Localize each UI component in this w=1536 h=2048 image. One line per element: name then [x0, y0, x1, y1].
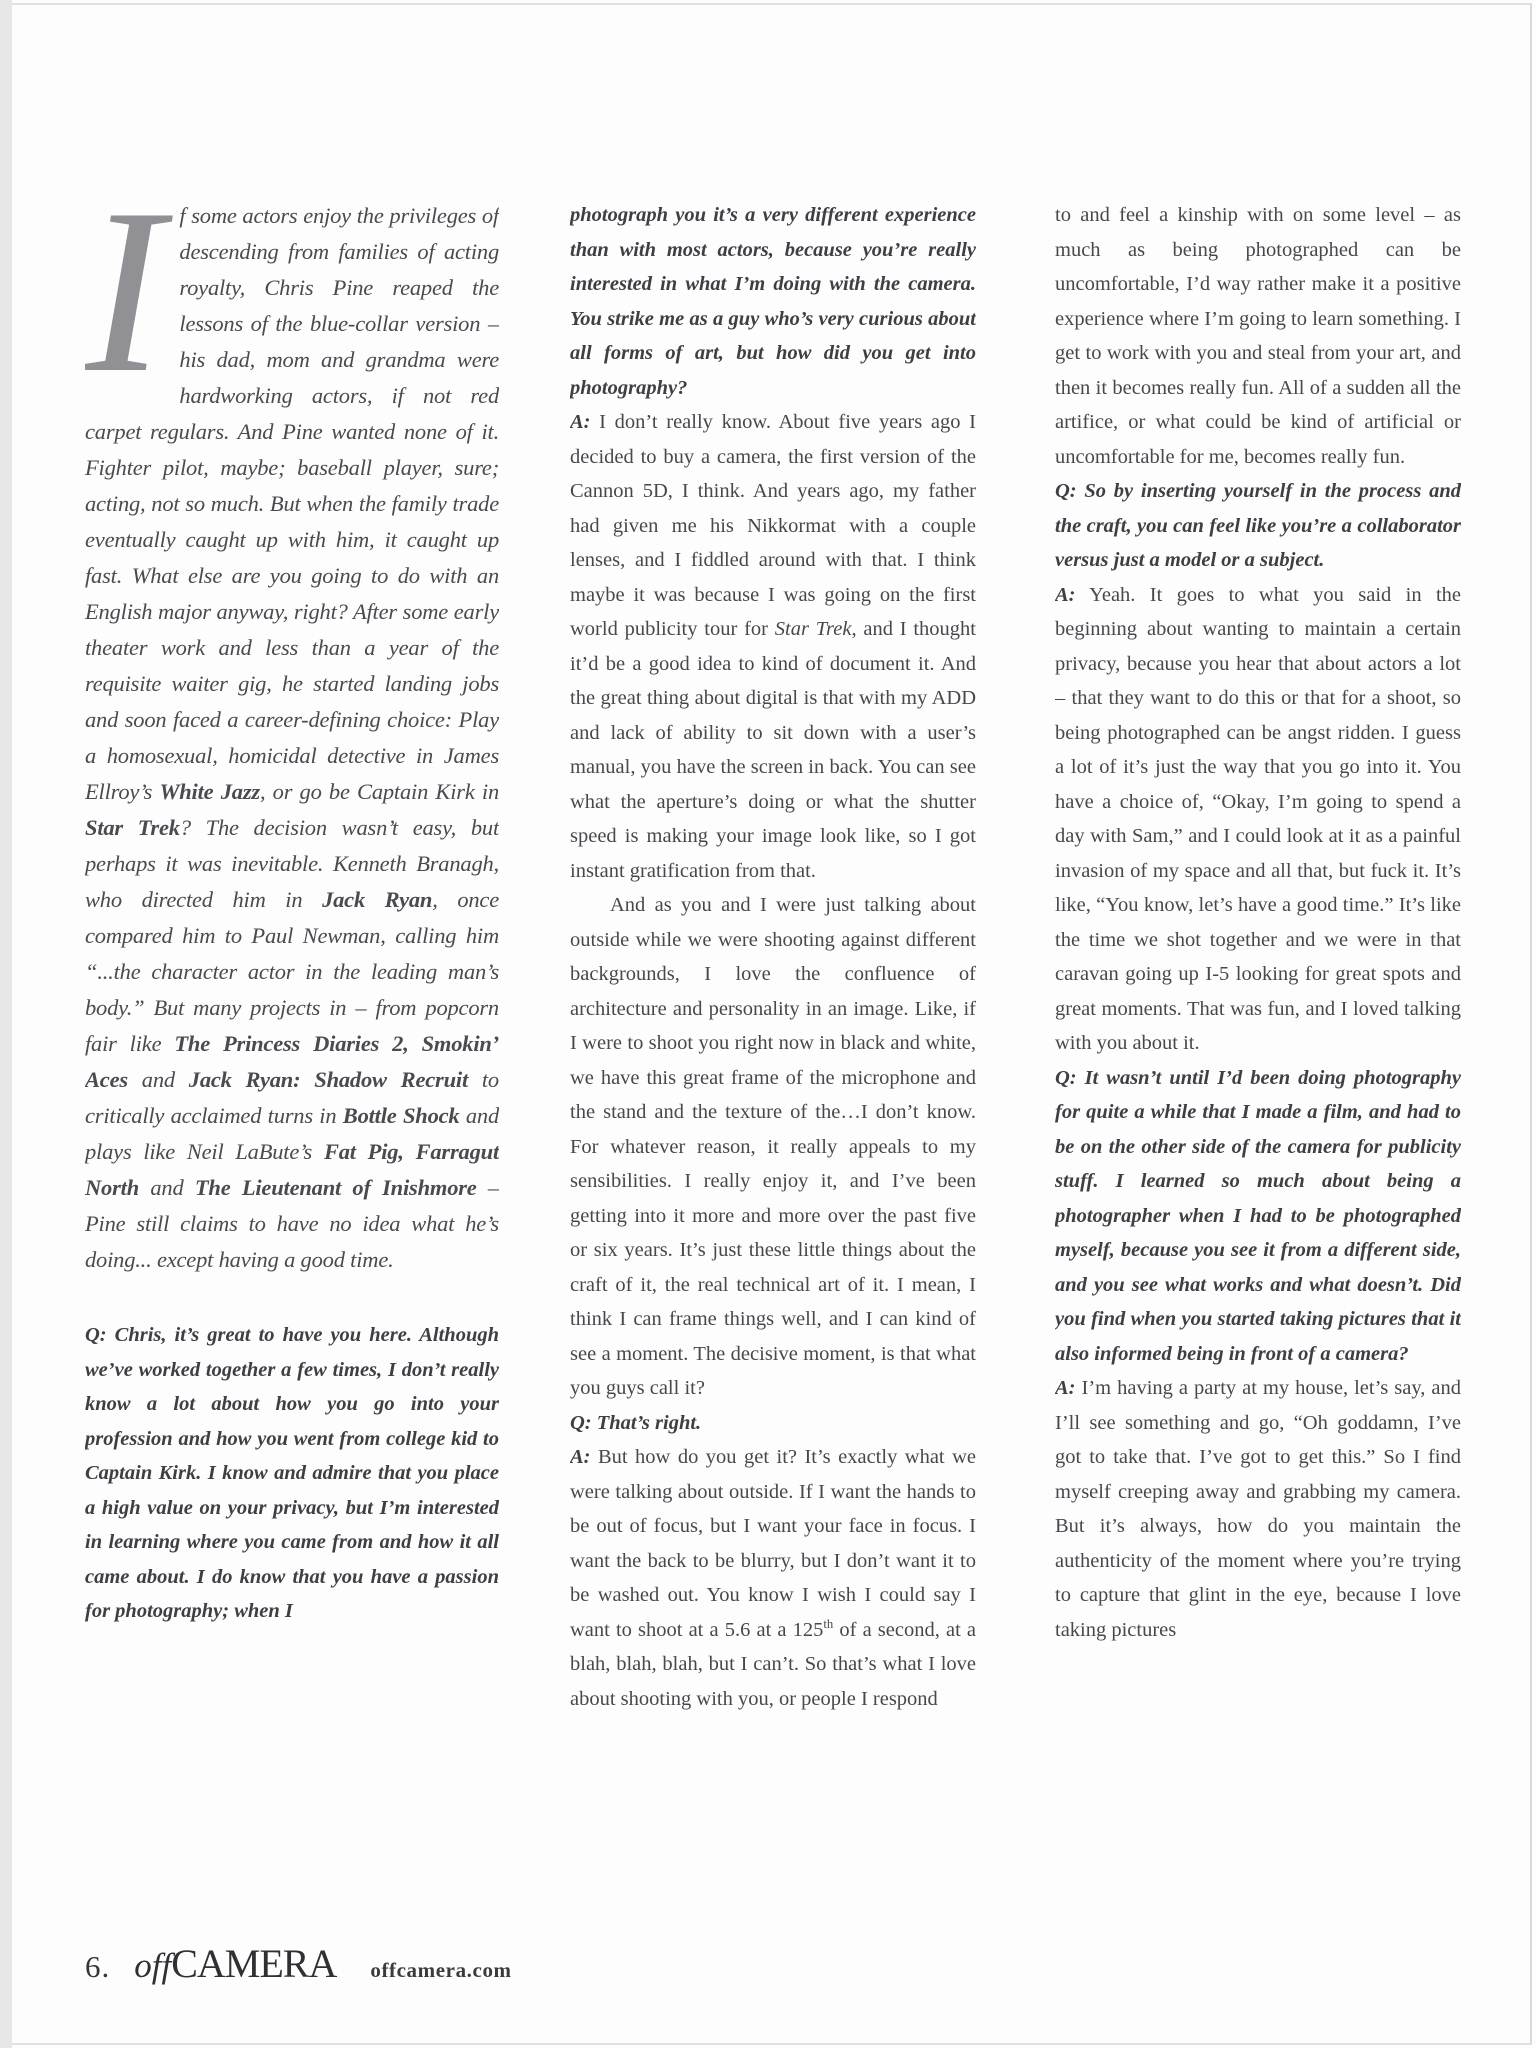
answer-paragraph: [1055, 578, 1461, 1061]
text-segment: A:: [570, 411, 591, 433]
text-segment: Q: That’s right.: [570, 1411, 702, 1434]
text-segment: Bottle Shock: [342, 1103, 460, 1128]
text-segment: Star Trek: [85, 815, 180, 840]
text-segment: I’m having a party at my house, let’s say, and I’ll see something and go, “Oh goddamn, I’ve got to take that. I’ve got to get this.” So I find myself creeping away and grabbing my camera. But it’s always, how do you maintain the authenticity of the moment where you’re trying to capture that glint in the eye, because I love taking pictures: [1055, 1377, 1461, 1641]
question-paragraph: [570, 198, 976, 405]
text-segment: White Jazz: [159, 779, 260, 804]
answer-paragraph: [570, 405, 976, 888]
website-url: offcamera.com: [370, 1958, 512, 1982]
text-segment: The Princess Diaries 2, Smokin’ Aces: [85, 1031, 499, 1092]
text-segment: – Pine still claims to have no idea what he’s doing... except having a good time.: [85, 1175, 499, 1272]
magazine-logo: [134, 1940, 336, 1987]
page-border-bottom: [12, 2043, 1532, 2045]
text-segment: Q: So by inserting yourself in the process and the craft, you can feel like you’re a collaborator versus just a model or a subject.: [1055, 480, 1461, 571]
text-segment: and: [127, 1067, 189, 1092]
question-paragraph: [570, 1406, 976, 1441]
answer-paragraph: [1055, 1371, 1461, 1647]
footer: [85, 1940, 512, 1987]
answer-paragraph: [570, 888, 976, 1406]
text-segment: I don’t really know. About five years ago I decided to buy a camera, the first version of the Cannon 5D, I think. And years ago, my father had given me his Nikkormat with a couple lenses, and I fiddled around with that. I think maybe it was because I was going on the first world publicity tour for: [570, 411, 976, 640]
text-segment: Jack Ryan: Shadow Recruit: [188, 1067, 469, 1092]
text-segment: But how do you get it? It’s exactly what we were talking about outside. If I want the hands to be out of focus, but I want your face in focus. I want the back to be blurry, but I don’t want it to be washed out. You know I wish I could say I want to shoot at a 5.6 at a 125: [570, 1446, 976, 1641]
question-paragraph: [1055, 1061, 1461, 1372]
left-column: [85, 198, 499, 1924]
text-segment: th: [823, 1616, 834, 1631]
question-paragraph: [1055, 474, 1461, 578]
text-segment: A:: [1055, 1377, 1076, 1399]
logo-camera: CAMERA: [171, 1941, 337, 1986]
text-segment: to and feel a kinship with on some level – as much as being photographed can be uncomfortable, I’d way rather make it a positive experience where I’m going to learn something. I get to work with you and steal from your art, and then it becomes really fun. All of a sudden all the artifice, or what could be kind of artificial or uncomfortable for me, becomes really fun.: [1055, 204, 1461, 468]
drop-cap: I: [85, 198, 164, 422]
intro-paragraph: [85, 198, 499, 1278]
text-segment: , once compared him to Paul Newman, calling him “...the character actor in the leading man’s body.” But many projects in – from popcorn fair like: [85, 887, 499, 1056]
text-segment: The Lieutenant of Inishmore: [194, 1175, 477, 1200]
text-segment: A:: [1055, 583, 1076, 606]
question-paragraph: [85, 1318, 499, 1629]
logo-off: off: [134, 1946, 172, 1985]
text-segment: Q: Chris, it’s great to have you here. Although we’ve worked together a few times, I don’t really know a lot about how you go into your profession and how you went from college kid to Captain Kirk. I know and admire that you place a high value on your privacy, but I’m interested in learning where you came from and how it all came about. I do know that you have a passion for photography; when I: [85, 1324, 499, 1622]
text-segment: , and I thought it’d be a good idea to kind of document it. And the great thing about digital is that with my ADD and lack of ability to sit down with a user’s manual, you have the screen in back. You can see what the aperture’s doing or what the shutter speed is making your image look like, so I got instant gratification from that.: [570, 618, 976, 882]
page-border-top: [12, 3, 1532, 5]
text-segment: to critically acclaimed turns in: [85, 1067, 499, 1128]
answer-paragraph: [1055, 198, 1461, 474]
text-segment: And as you and I were just talking about outside while we were shooting against different backgrounds, I love the confluence of architecture and personality in an image. Like, if I were to shoot you right now in black and white, we have this great frame of the microphone and the stand and the texture of the…I don’t know. For whatever reason, it really appeals to my sensibilities. I really enjoy it, and I’ve been getting into it more and more over the past five or six years. It’s just these little things about the craft of it, the real technical art of it. I mean, I think I can frame things well, and I can kind of see a moment. The decisive moment, is that what you guys call it?: [570, 894, 976, 1399]
text-segment: Fat Pig, Farragut North: [85, 1139, 499, 1200]
text-segment: f some actors enjoy the privileges of descending from families of acting royalty, Chris Pine reaped the lessons of the blue-collar version – his dad, mom and grandma were hardworking actors, if not red carpet regulars. And Pine wanted none of it. Fighter pilot, maybe; baseball player, sure; acting, not so much. But when the family trade eventually caught up with him, it caught up fast. What else are you going to do with an English major anyway, right? After some early theater work and less than a year of the requisite waiter gig, he started landing jobs and soon faced a career-defining choice: Play a homosexual, homicidal detective in James Ellroy’s: [85, 203, 499, 804]
text-segment: and plays like Neil LaBute’s: [85, 1103, 499, 1164]
page-number: 6.: [85, 1949, 111, 1984]
text-segment: ? The decision wasn’t easy, but perhaps it was inevitable. Kenneth Branagh, who directed him in: [85, 815, 499, 912]
text-segment: and: [139, 1175, 195, 1200]
right-column: [1055, 198, 1461, 1924]
page-border-right: [1530, 3, 1532, 2045]
middle-column: [570, 198, 976, 1924]
text-segment: of a second, at a blah, blah, blah, but I can’t. So that’s what I love about shooting with you, or people I respond: [570, 1618, 976, 1710]
page-edge-strip: [0, 0, 12, 2048]
text-segment: Q: It wasn’t until I’d been doing photography for quite a while that I made a film, and had to be on the other side of the camera for publicity stuff. I learned so much about being a photographer when I had to be photographed myself, because you see it from a different side, and you see what works and what doesn’t. Did you find when you started taking pictures that it also informed being in front of a camera?: [1055, 1066, 1461, 1365]
text-segment: photograph you it’s a very different experience than with most actors, because you’re really interested in what I’m doing with the camera. You strike me as a guy who’s very curious about all forms of art, but how did you get into photography?: [570, 204, 976, 399]
text-segment: Jack Ryan: [322, 887, 433, 912]
text-segment: Yeah. It goes to what you said in the beginning about wanting to maintain a certain privacy, because you hear that about actors a lot – that they want to do this or that for a shoot, so being photographed can be angst ridden. I guess a lot of it’s just the way that you go into it. You have a choice of, “Okay, I’m going to spend a day with Sam,” and I could look at it as a painful invasion of my space and all that, but fuck it. It’s like, “You know, let’s have a good time.” It’s like the time we shot together and we were in that caravan going up I-5 looking for great spots and great moments. That was fun, and I loved talking with you about it.: [1055, 583, 1461, 1054]
answer-paragraph: [570, 1440, 976, 1716]
text-segment: Star Trek: [774, 618, 852, 640]
text-segment: , or go be Captain Kirk in: [259, 779, 499, 804]
text-segment: A:: [570, 1446, 591, 1468]
